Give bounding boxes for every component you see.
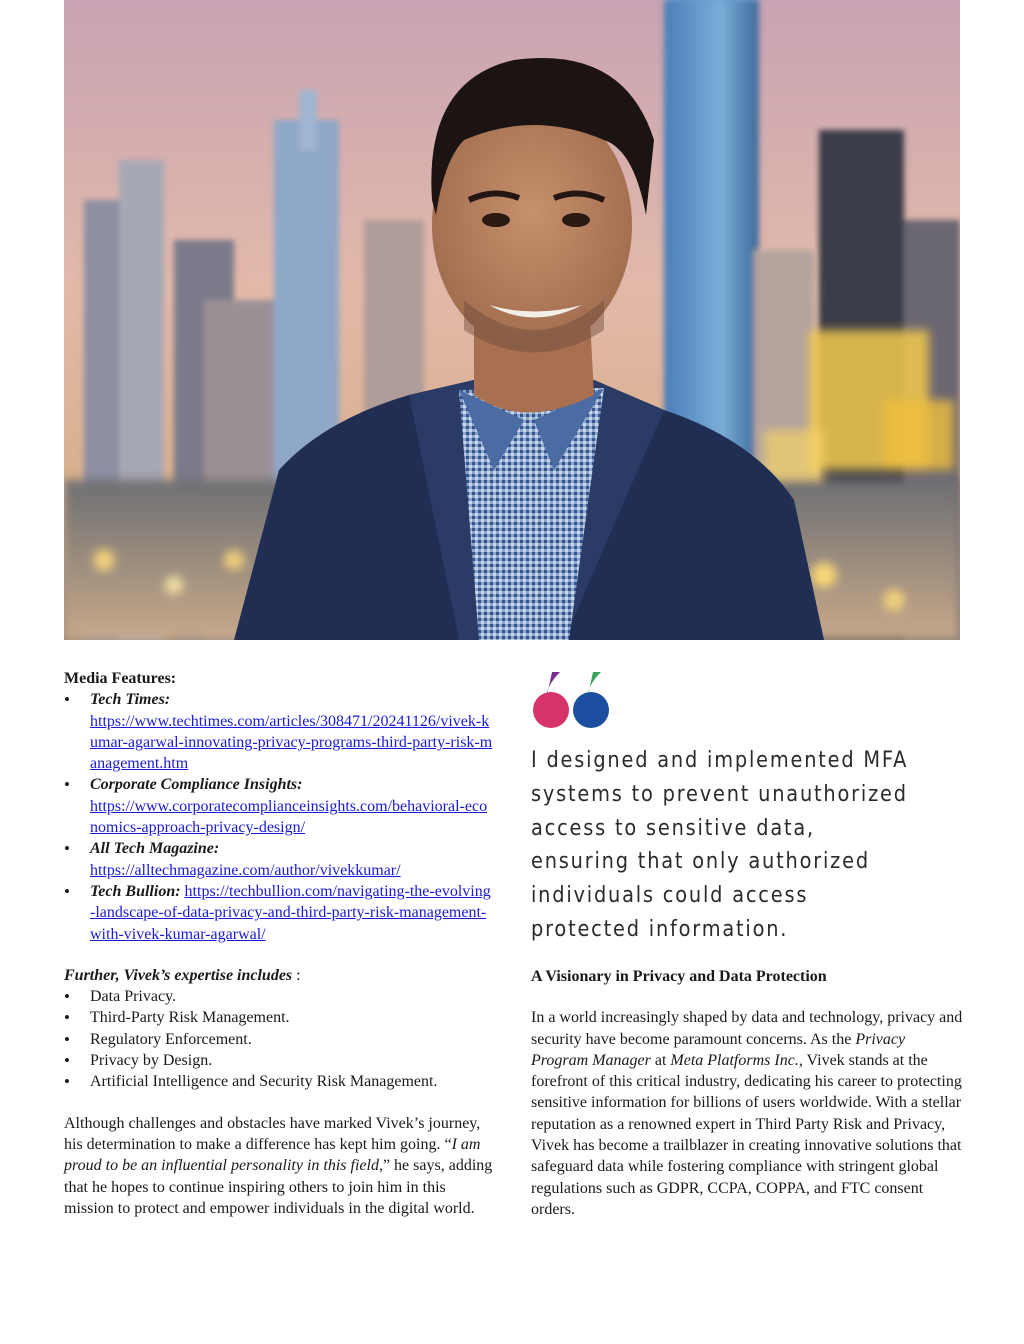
media-source-name: All Tech Magazine: xyxy=(90,840,220,858)
media-source-name: Tech Times: xyxy=(90,691,171,709)
media-item-all-tech-magazine xyxy=(64,838,494,881)
media-source-name: Corporate Compliance Insights: xyxy=(90,776,303,794)
media-item-corporate-compliance xyxy=(64,774,494,838)
expertise-heading-colon: : xyxy=(292,966,301,984)
closing-text-2: ,” he says, adding that he hopes to continue inspiring others to join him in this mission to protect and empower individuals in the digital world. xyxy=(64,1157,493,1217)
expertise-heading-text: Further, Vivek’s expertise includes xyxy=(64,966,293,984)
media-features-heading: Media Features: xyxy=(64,670,177,687)
article-company: Meta Platforms Inc. xyxy=(670,1051,799,1069)
hero-photo xyxy=(64,0,960,640)
list-item: • Third-Party Risk Management. xyxy=(64,1007,494,1028)
tech-times-link[interactable]: https://www.techtimes.com/articles/308471/20241126/vivek-kumar-agarwal-innovating-privacy-programs-third-party-risk-management.htm xyxy=(90,712,493,773)
right-column xyxy=(531,966,963,1220)
list-item: • Privacy by Design. xyxy=(64,1050,494,1071)
closing-paragraph xyxy=(64,1113,494,1219)
quote-mark-icon xyxy=(530,668,612,728)
corporate-compliance-link[interactable]: https://www.corporatecomplianceinsights.com/behavioral-economics-approach-privacy-design/ xyxy=(90,797,488,837)
article-paragraph xyxy=(531,1007,963,1220)
article-text-3: , Vivek stands at the forefront of this critical industry, dedicating his career to protecting sensitive information for billions of users worldwide. With a stellar reputation as a renowned expert in Third Party Risk and Privacy, Vivek has become a trailblazer in creating innovative solutions that safeguard data while fostering compliance with stringent global regulations such as GDPR, CCPA, COPPA, and FTC consent orders. xyxy=(531,1051,962,1218)
expertise-list xyxy=(64,986,494,1092)
list-item: • Data Privacy. xyxy=(64,986,494,1007)
closing-text-1: Although challenges and obstacles have marked Vivek’s journey, his determination to make a difference has kept him going. “ xyxy=(64,1114,481,1153)
list-item: • Regulatory Enforcement. xyxy=(64,1029,494,1050)
media-item-tech-bullion xyxy=(64,881,494,945)
article-role: Privacy Program Manager xyxy=(531,1030,906,1069)
all-tech-magazine-link[interactable]: https://alltechmagazine.com/author/vivekkumar/ xyxy=(90,861,401,879)
hero-photo-illustration xyxy=(64,0,960,640)
media-item-tech-times xyxy=(64,689,494,774)
pull-quote: I designed and implemented MFA systems to prevent unauthorized access to sensitive data, ensuring that only authorized individuals could access protected information. xyxy=(531,747,909,942)
media-features-list xyxy=(64,689,494,945)
article-text-1: In a world increasingly shaped by data and technology, privacy and security have become paramount concerns. As the xyxy=(531,1009,963,1048)
list-item: • Artificial Intelligence and Security Risk Management. xyxy=(64,1071,494,1092)
closing-quote: I am proud to be an influential personality in this field xyxy=(64,1135,481,1175)
expertise-heading xyxy=(64,965,494,986)
left-column xyxy=(64,668,494,1219)
media-source-name: Tech Bullion: xyxy=(90,882,181,900)
article-heading: A Visionary in Privacy and Data Protection xyxy=(531,968,827,985)
tech-bullion-link[interactable]: https://techbullion.com/navigating-the-evolving-landscape-of-data-privacy-and-third-party-risk-management-with-vivek-kumar-agarwal/ xyxy=(90,882,491,943)
article-text-2: at xyxy=(650,1051,671,1069)
